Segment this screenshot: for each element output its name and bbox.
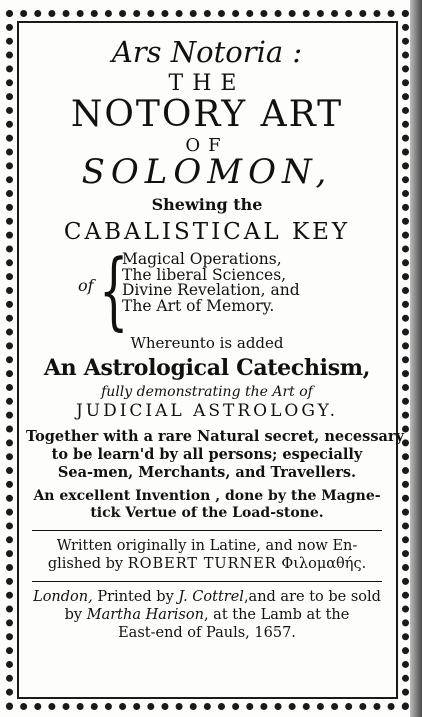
invention-paragraph: [26, 488, 388, 522]
subtitle-cabalistical-key: CABALISTICAL KEY: [63, 219, 351, 245]
paragraph-line: Written originally in Latine, and now En-: [56, 538, 358, 554]
latin-title: Ars Notoria :: [111, 35, 303, 69]
list-item: The Art of Memory.: [122, 296, 275, 315]
imprint-text: Printed by: [92, 589, 179, 605]
of-label: of: [78, 276, 94, 295]
englished-by: glished by: [47, 556, 124, 572]
imprint-line-2: [26, 606, 388, 624]
title-the: THE: [168, 71, 246, 96]
natural-secret-paragraph: [26, 428, 404, 482]
divider-rule: [32, 530, 382, 531]
title-notory-art: NOTORY ART: [70, 94, 344, 135]
topics-items: [122, 252, 300, 314]
list-item: Magical Operations,: [122, 250, 282, 268]
curly-brace-icon: {: [99, 241, 129, 339]
translator-greek-epithet: Φιλομαθής.: [281, 556, 367, 572]
paragraph-line: tick Vertue of the Load-stone.: [90, 505, 324, 521]
imprint-city: London,: [33, 589, 93, 605]
paragraph-line: Sea-men, Merchants, and Travellers.: [57, 464, 357, 481]
fully-demonstrating-line: fully demonstrating the Art of: [101, 384, 313, 400]
whereunto-line: Whereunto is added: [130, 334, 284, 352]
paragraph-line: Together with a rare Natural secret, necessary: [26, 428, 404, 445]
judicial-astrology-heading: JUDICIAL ASTROLOGY.: [75, 401, 339, 421]
translator-line: [26, 555, 388, 573]
imprint-seller: Martha Harison: [86, 607, 204, 623]
page-edge-shadow: [410, 0, 422, 717]
imprint-line-3: East-end of Pauls, 1657.: [118, 625, 296, 641]
paragraph-line: An excellent Invention , done by the Magne-: [33, 488, 381, 504]
imprint-printer: J. Cottrel: [178, 589, 244, 605]
paragraph-line: to be learn'd by all persons; especially: [51, 446, 363, 463]
title-page-content: [26, 35, 404, 642]
translation-note: [26, 537, 388, 573]
title-solomon: SOLOMON,: [81, 152, 333, 192]
imprint-text: , at the Lamb at the: [203, 607, 350, 623]
list-item: Divine Revelation, and: [122, 281, 300, 299]
translator-name: ROBERT TURNER: [127, 556, 277, 572]
imprint-text: by: [64, 607, 87, 623]
imprint-text: ,and are to be sold: [243, 589, 381, 605]
subtitle-shewing: Shewing the: [151, 195, 263, 214]
imprint-line-1: [26, 588, 388, 606]
imprint: [26, 588, 388, 642]
astrological-catechism-heading: An Astrological Catechism,: [43, 355, 371, 381]
topics-list: [26, 241, 388, 339]
divider-rule: [32, 581, 382, 582]
list-item: The liberal Sciences,: [122, 265, 287, 284]
title-of: OF: [185, 135, 229, 156]
